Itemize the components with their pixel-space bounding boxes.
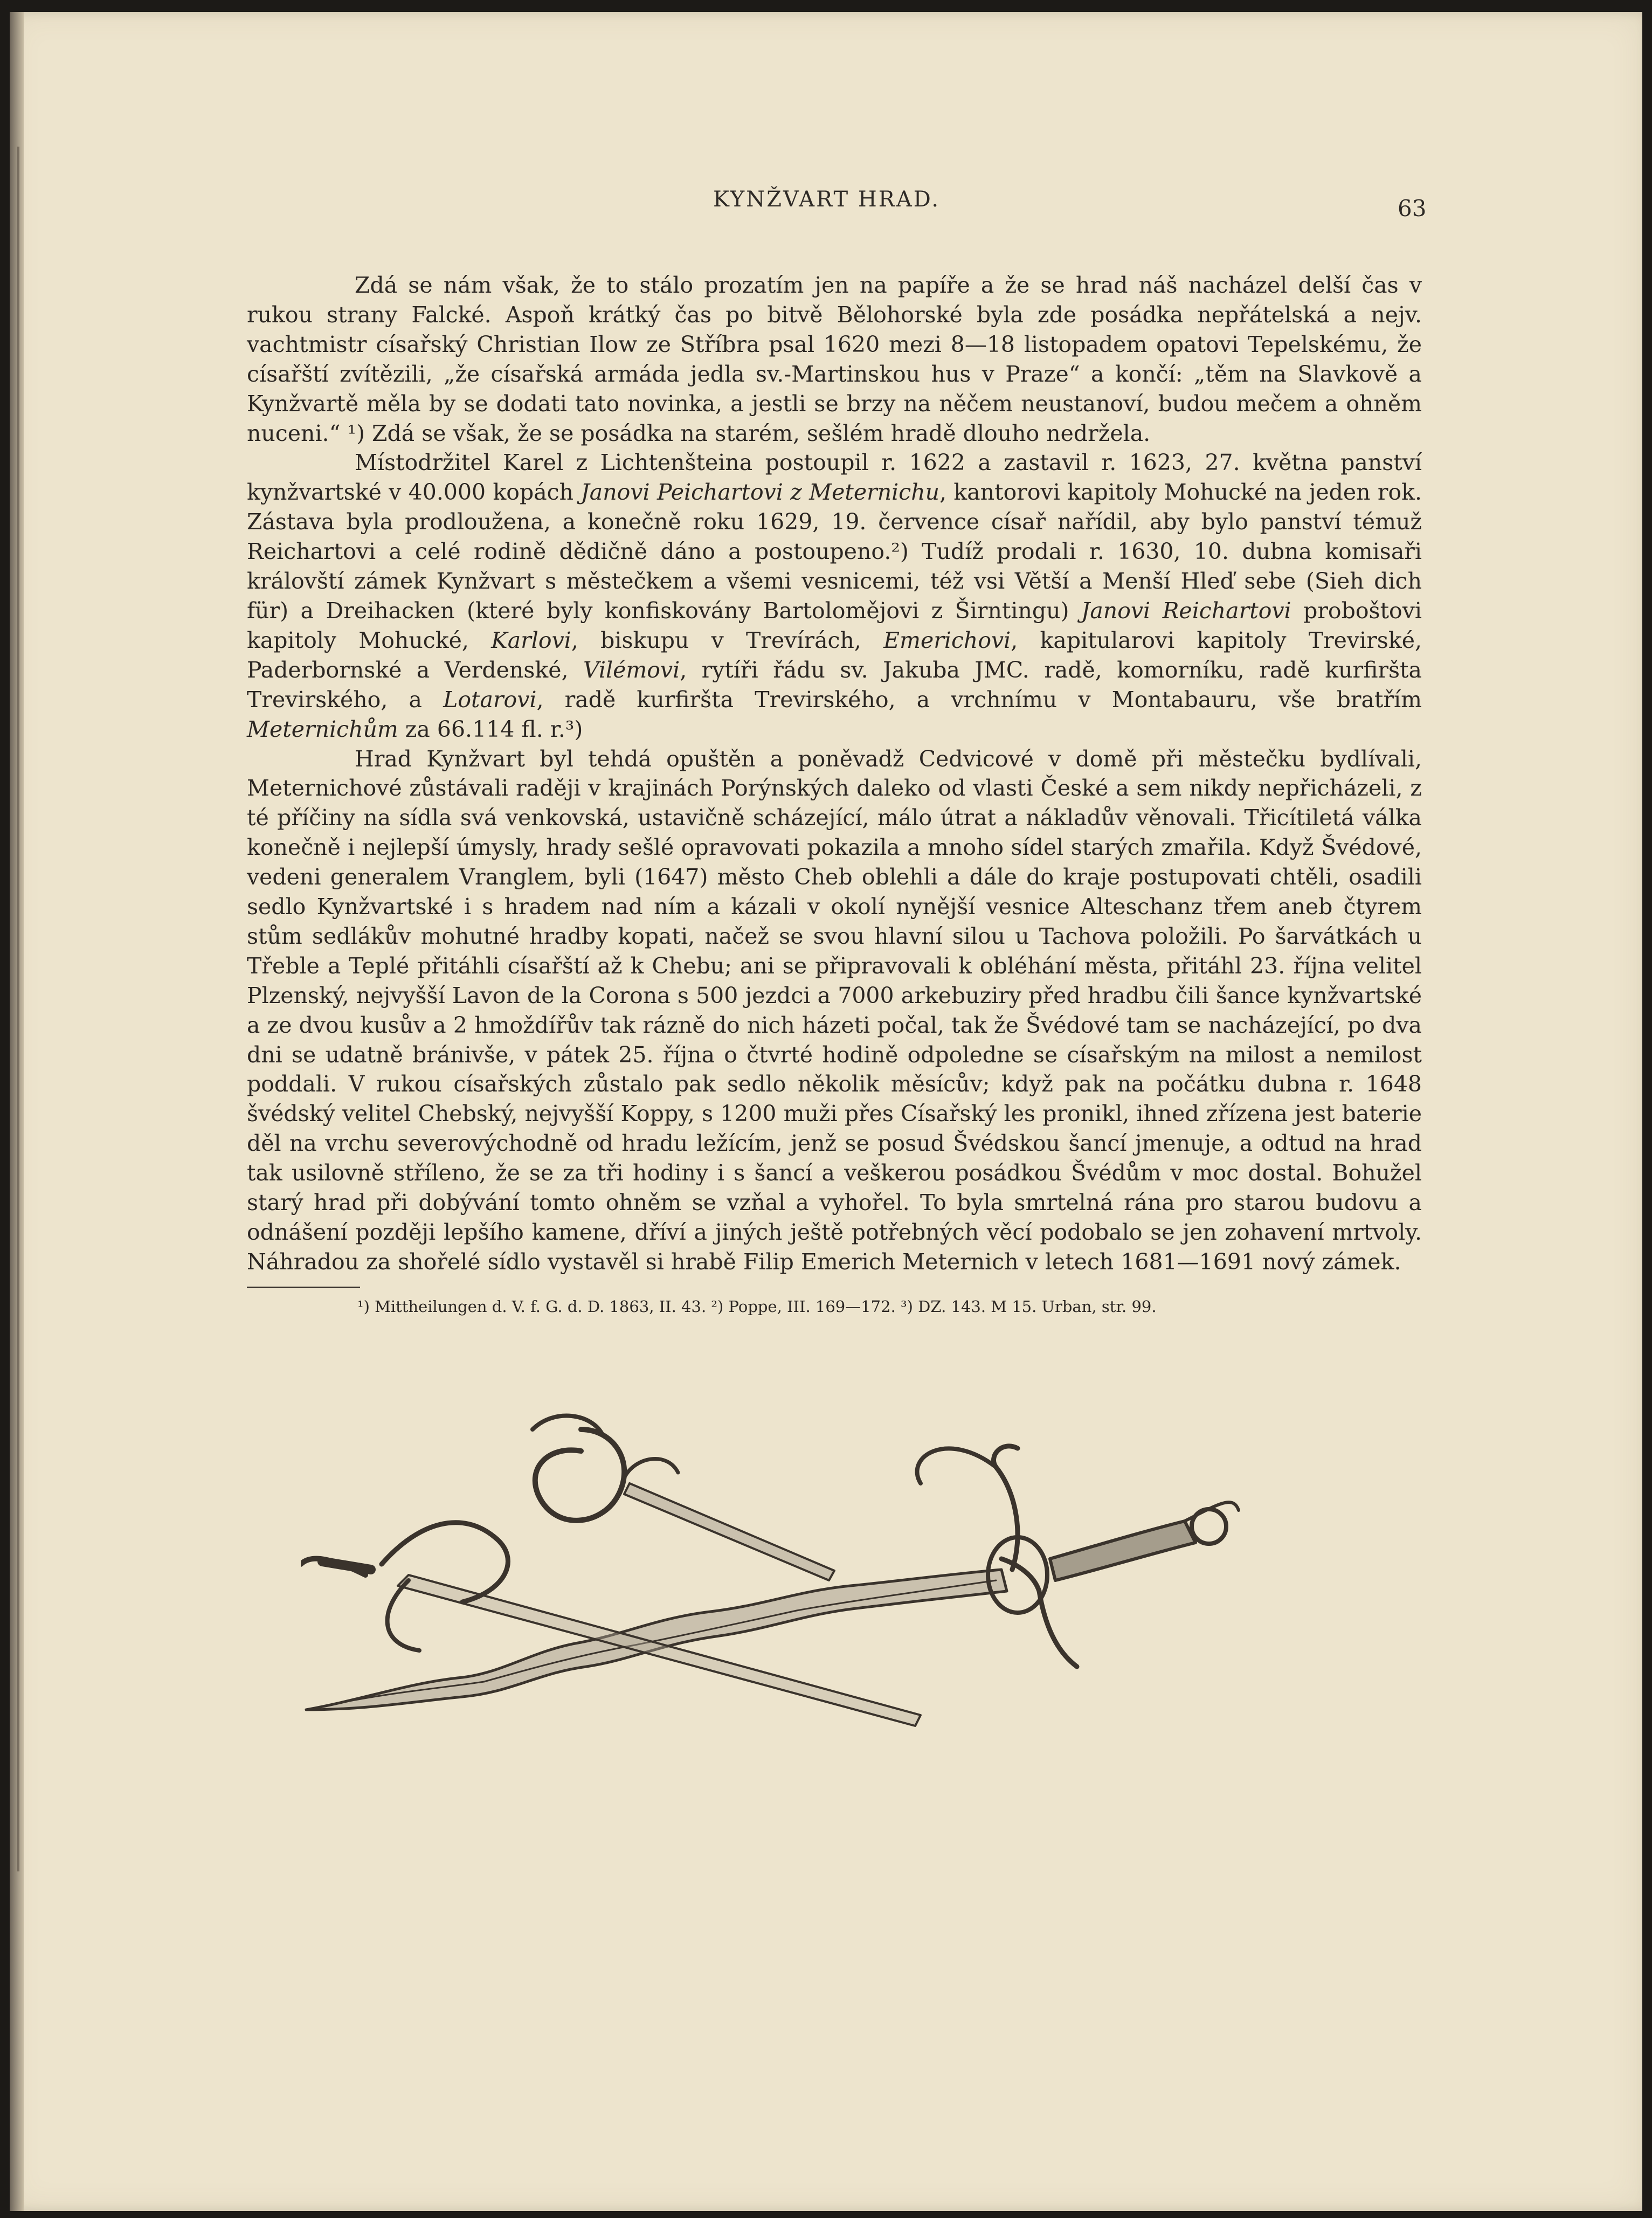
- text-run: , radě kurfiršta Trevirského, a vrchnímu v Montabauru, vše bratřím: [536, 686, 1422, 713]
- page-gutter: [10, 12, 24, 2211]
- book-page: [10, 12, 1642, 2211]
- text-run: za 66.114 fl. r.³): [398, 716, 583, 742]
- body-text: [247, 271, 1422, 1277]
- text-run: proboštovi kapitoly Mohucké,: [247, 597, 1422, 653]
- paragraph-3: [247, 744, 1422, 1277]
- binding-edge: [17, 147, 19, 1871]
- italic-name: Janovi Reichartovi: [1081, 597, 1291, 624]
- footnote-rule: [247, 1287, 360, 1288]
- italic-name: Meternichům: [247, 716, 398, 742]
- flamberge-sword: [306, 1446, 1239, 1710]
- text-run: , rytíři řádu sv. Jakuba JMC. radě, komorníku, radě kurfiršta Trevirského, a: [247, 657, 1422, 713]
- text-run: , kantorovi kapitoly Mohucké na jeden rok. Zástava byla prodloužena, a konečně roku 1629, 19. července císař nařídil, aby bylo panství témuž Reichartovi a celé rodině dědičně dáno a postoupeno.²) Tudíž prodali r. 1630, 10. dubna komisaři královští zámek Kynžvart s městečkem a všemi vesnicemi, též vsi Větší a Menší Hleď sebe (Sieh dich für) a Dreihacken (které byly konfiskovány Bartolomějovi z Širntingu): [247, 479, 1422, 624]
- text-run: Zdá se nám však, že to stálo prozatím jen na papíře a že se hrad náš nacházel delší čas v rukou strany Falcké. Aspoň krátký čas po bitvě Bělohorské byla zde posádka nepřátelská a nejv. vachtmistr císařský Christian Ilow ze Stříbra psal 1620 mezi 8—18 listopadem opatovi Tepelskému, že císařští zvítězili, „že císařská armáda jedla sv.-Martinskou hus v Praze“ a končí: „těm na Slavkově a Kynžvartě měla by se dodati tato novinka, a jestli se brzy na něčem neustanoví, budou mečem a ohněm nuceni.“ ¹) Zdá se však, že se posádka na starém, sešlém hradě dlouho nedržela.: [247, 272, 1422, 446]
- paragraph-1: [247, 271, 1422, 448]
- text-run: Místodržitel Karel z Lichtenšteina postoupil r. 1622 a zastavil r. 1623, 27. května panství kynžvartské v 40.000 kopách: [247, 450, 1422, 506]
- italic-name: Vilémovi: [583, 657, 680, 683]
- italic-name: Emerichovi: [883, 627, 1011, 653]
- paragraph-2: [247, 448, 1422, 744]
- rapier-sword: [301, 1416, 921, 1726]
- italic-name: Karlovi: [491, 627, 571, 653]
- text-run: , kapitularovi kapitoly Trevirské, Paderbornské a Verdenské,: [247, 627, 1422, 683]
- page-number: 63: [1398, 195, 1427, 222]
- footnotes: ¹) Mittheilungen d. V. f. G. d. D. 1863, II. 43. ²) Poppe, III. 169—172. ³) DZ. 143. M 15. Urban, str. 99.: [357, 1297, 1157, 1316]
- italic-name: Lotarovi: [443, 686, 537, 713]
- italic-name: Janovi Peichartovi z Meternichu: [580, 479, 940, 506]
- text-run: Hrad Kynžvart byl tehdá opuštěn a poněvadž Cedvicové v domě při městečku bydlívali, Meternichové zůstávali raději v krajinách Porýnských daleko od vlasti České a sem nikdy nepřicházeli, z té příčiny na sídla svá venkovská, ustavičně scházející, málo útrat a nákladův věnovali. Třicítiletá válka konečně i nejlepší úmysly, hrady sešlé opravovati pokazila a mnoho sídel starých zmařila. Když Švédové, vedeni generalem Vranglem, byli (1647) město Cheb oblehli a dále do kraje postupovati chtěli, osadili sedlo Kynžvartské i s hradem nad ním a kázali v okolí nynější vesnice Alteschanz třem aneb čtyrem stům sedlákův mohutné hradby kopati, načež se svou hlavní silou u Tachova položili. Po šarvátkách u Třeble a Teplé přitáhli císařští až k Chebu; ani se připravovali k obléhání města, přitáhl 23. října velitel Plzenský, nejvyšší Lavon de la Corona s 500 jezdci a 7000 arkebuziry před hradbu čili šance kynžvartské a ze dvou kusův a 2 hmoždířův tak rázně do nich házeti počal, tak že Švédové tam se nacházející, po dva dni se udatně bránivše, v pátek 25. října o čtvrté hodině odpoledne se císařským na milost a nemilost poddali. V rukou císařských zůstalo pak sedlo několik měsícův; když pak na počátku dubna r. 1648 švédský velitel Chebský, nejvyšší Koppy, s 1200 muži přes Císařský les pronikl, ihned zřízena jest baterie děl na vrchu severovýchodně od hradu ležícím, jenž se posud Švédskou šancí jmenuje, a odtud na hrad tak usilovně stříleno, že se za tři hodiny i s šancí a veškerou posádkou Švédům v moc dostal. Bohužel starý hrad při dobývání tomto ohněm se vzňal a vyhořel. To byla smrtelná rána pro starou budovu a odnášení později lepšího kamene, dříví a jiných ještě potřebných věcí podobalo se jen zohavení mrtvoly. Náhradou za shořelé sídlo vystavěl si hrabě Filip Emerich Meternich v letech 1681—1691 nový zámek.: [247, 745, 1422, 1275]
- running-head: KYNŽVART HRAD.: [713, 187, 941, 212]
- swords-illustration: [301, 1397, 1427, 1742]
- text-run: , biskupu v Trevírách,: [571, 627, 884, 653]
